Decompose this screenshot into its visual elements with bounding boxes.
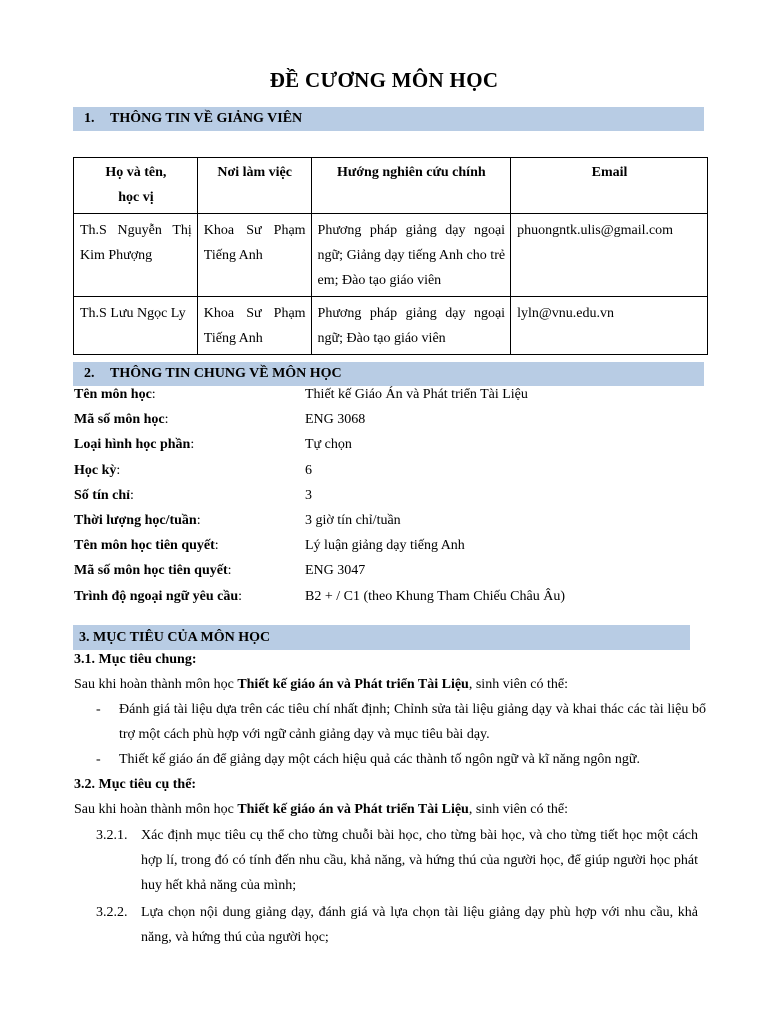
table-row: [74, 214, 708, 297]
info-value: 3: [305, 487, 312, 503]
list-item: Tên môn học: Thiết kế Giáo Án và Phát triển Tài Liệu: [74, 382, 714, 407]
info-label: Loại hình học phần: [74, 437, 191, 453]
column-header-workplace: Nơi làm việc: [197, 158, 311, 214]
section-1-header: [73, 107, 704, 131]
general-objectives-intro: Sau khi hoàn thành môn học Thiết kế giáo án và Phát triển Tài Liệu, sinh viên có thể:: [74, 677, 569, 692]
document-title: ĐỀ CƯƠNG MÔN HỌC: [269, 68, 499, 92]
info-value: Thiết kế Giáo Án và Phát triển Tài Liệu: [305, 387, 528, 402]
table-header-row: [74, 158, 708, 214]
info-label: Tên môn học: [74, 387, 152, 402]
section-2-number: 2.: [84, 366, 95, 381]
objective-number: 3.2.1.: [96, 828, 128, 843]
lecturer-workplace: Khoa Sư Phạm Tiếng Anh: [197, 297, 311, 355]
lecturer-workplace: Khoa Sư Phạm Tiếng Anh: [197, 214, 311, 297]
lecturer-email: lyln@vnu.edu.vn: [511, 297, 708, 355]
info-value: 6: [305, 462, 312, 478]
column-header-name: Họ và tên, học vị: [74, 158, 198, 214]
list-item: Loại hình học phần: Tự chọn: [74, 432, 714, 457]
lecturer-research: Phương pháp giảng dạy ngoại ngữ; Giảng dạy tiếng Anh cho trẻ em; Đào tạo giáo viên: [311, 214, 511, 297]
section-1-number: 1.: [84, 111, 95, 126]
column-header-email: Email: [511, 158, 708, 214]
objective-text: Đánh giá tài liệu dựa trên các tiêu chí nhất định; Chỉnh sửa tài liệu giảng dạy và khai thác các tài liệu bổ trợ một cách phù hợp với ngữ cảnh giảng dạy và mục tiêu bài dạy.: [119, 702, 706, 742]
lecturer-name: Th.S Nguyễn Thị Kim Phượng: [74, 214, 198, 297]
section-2-heading: THÔNG TIN CHUNG VỀ MÔN HỌC: [110, 366, 342, 381]
specific-objectives-intro: Sau khi hoàn thành môn học Thiết kế giáo án và Phát triển Tài Liệu, sinh viên có thể:: [74, 802, 569, 817]
info-value: Lý luận giảng dạy tiếng Anh: [305, 538, 465, 554]
section-3-heading: 3. MỤC TIÊU CỦA MÔN HỌC: [79, 630, 271, 645]
objective-number: 3.2.2.: [96, 905, 128, 920]
list-item: Tên môn học tiên quyết: Lý luận giảng dạy tiếng Anh: [74, 533, 714, 558]
list-item: Mã số môn học: ENG 3068: [74, 407, 714, 432]
column-header-research: Hướng nghiên cứu chính: [311, 158, 511, 214]
info-label: Mã số môn học tiên quyết: [74, 563, 228, 579]
table-row: [74, 297, 708, 355]
list-item: - Thiết kế giáo án để giảng dạy một cách hiệu quả các thành tố ngôn ngữ và kĩ năng ngôn ngữ.: [96, 747, 706, 772]
objective-text: Thiết kế giáo án để giảng dạy một cách hiệu quả các thành tố ngôn ngữ và kĩ năng ngôn ngữ.: [119, 752, 640, 767]
list-item: Học kỳ: 6: [74, 458, 714, 483]
lecturer-email: phuongntk.ulis@gmail.com: [511, 214, 708, 297]
info-label: Mã số môn học: [74, 412, 165, 428]
list-item: [96, 823, 698, 898]
general-objectives-heading: 3.1. Mục tiêu chung:: [74, 652, 197, 667]
info-value: ENG 3047: [305, 563, 366, 579]
lecturer-name: Th.S Lưu Ngọc Ly: [74, 297, 198, 355]
info-value: B2 + / C1 (theo Khung Tham Chiếu Châu Âu): [305, 588, 566, 604]
list-item: Trình độ ngoại ngữ yêu cầu: B2 + / C1 (theo Khung Tham Chiếu Châu Âu): [74, 584, 714, 609]
lecturer-research: Phương pháp giảng dạy ngoại ngữ; Đào tạo giáo viên: [311, 297, 511, 355]
objective-text: Xác định mục tiêu cụ thể cho từng chuỗi bài học, cho từng bài học, và cho từng tiết học một cách hợp lí, trong đó có tính đến nhu cầu, khả năng, và hứng thú của người học, để giúp người học phát huy hết khả năng của mình;: [141, 828, 698, 893]
lecturer-table: [73, 157, 708, 355]
list-item: - Đánh giá tài liệu dựa trên các tiêu chí nhất định; Chỉnh sửa tài liệu giảng dạy và khai thác các tài liệu bổ trợ một cách phù hợp với ngữ cảnh giảng dạy và mục tiêu bài dạy.: [96, 697, 706, 747]
list-item: [96, 900, 698, 950]
list-item: Mã số môn học tiên quyết: ENG 3047: [74, 558, 714, 583]
info-value: ENG 3068: [305, 412, 366, 428]
info-label: Số tín chỉ: [74, 487, 131, 503]
info-value: 3 giờ tín chỉ/tuần: [305, 512, 401, 528]
info-label: Học kỳ: [74, 462, 117, 478]
info-label: Tên môn học tiên quyết: [74, 538, 215, 554]
list-item: Số tín chỉ: 3: [74, 483, 714, 508]
specific-objectives-heading: 3.2. Mục tiêu cụ thể:: [74, 777, 197, 792]
info-label: Trình độ ngoại ngữ yêu cầu: [74, 588, 239, 604]
course-info-list: [74, 382, 714, 609]
info-label: Thời lượng học/tuần: [74, 512, 197, 528]
list-item: Thời lượng học/tuần: 3 giờ tín chỉ/tuần: [74, 508, 714, 533]
objective-text: Lựa chọn nội dung giảng dạy, đánh giá và lựa chọn tài liệu giảng dạy phù hợp với nhu cầu, khả năng, và hứng thú của người học;: [141, 905, 698, 945]
section-1-heading: THÔNG TIN VỀ GIẢNG VIÊN: [110, 111, 303, 126]
info-value: Tự chọn: [305, 437, 352, 453]
